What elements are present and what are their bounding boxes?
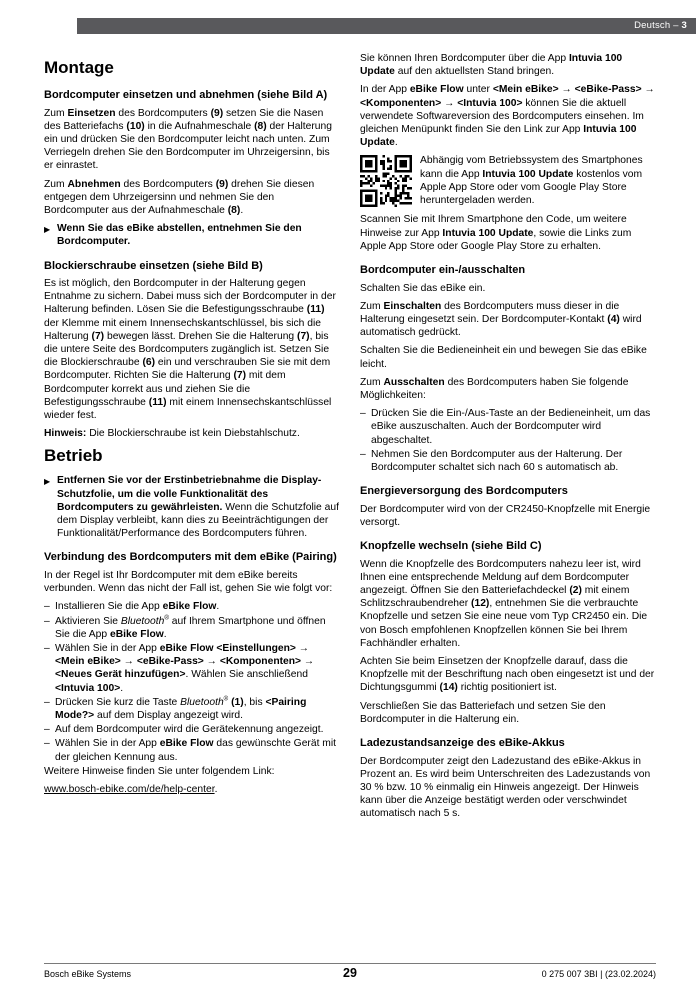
text-run: bewegen lässt. Drehen Sie die Halterung — [104, 330, 298, 342]
text-run: Achten Sie beim Einsetzen der Knopfzelle darauf, dass die Knopfzelle mit der Beschriftung nach oben eingesetzt ist und der Dichtungsgummi — [360, 656, 655, 694]
dash-bullet: – — [44, 643, 50, 654]
text-run: In der Regel ist Ihr Bordcomputer mit dem eBike bereits verbunden. Wenn das nicht der Fall ist, gehen Sie wie folgt vor: — [44, 569, 333, 595]
text-run: (9) — [210, 107, 224, 119]
paragraph — [44, 765, 340, 778]
text-run: Nehmen Sie den Bordcomputer aus der Halterung. Der Bordcomputer schaltet sich nach 60 s automatisch ab. — [371, 448, 623, 473]
text-run: (11) — [148, 396, 167, 408]
text-run: Wählen Sie in der App — [55, 738, 160, 750]
footer-divider — [44, 963, 656, 964]
text-run: Intuvia 100 Update — [360, 124, 637, 149]
list-item — [44, 615, 340, 641]
text-run: , entnehmen Sie die verbrauchte Knopfzelle und setzen Sie eine neue vom Typ CR2450 ein. Die von Bosch empfohlenen Knopfzellen können Sie bei Ihrem Fachhändler erhalten. — [360, 598, 648, 649]
text-run: , bis — [243, 696, 266, 708]
text-run: (11) — [306, 304, 325, 316]
text-run: Zum — [44, 107, 68, 119]
triangle-bullet-icon: ▶ — [44, 225, 51, 235]
text-run: (12) — [471, 598, 490, 610]
instruction-bullet — [44, 474, 340, 540]
text-run: Installieren Sie die App — [55, 601, 163, 613]
paragraph — [44, 427, 340, 440]
subsection-heading: Bordcomputer einsetzen und abnehmen (siehe Bild A) — [44, 89, 328, 101]
text-run: Auf dem Bordcomputer wird die Gerätekennung angezeigt. — [55, 724, 324, 736]
paragraph — [360, 755, 656, 821]
dash-bullet: – — [44, 615, 50, 627]
paragraph — [360, 213, 656, 253]
text-run: (7) — [297, 330, 310, 342]
text-run: (4) — [607, 313, 620, 325]
paragraph — [360, 558, 656, 650]
text-run: (8) — [227, 204, 241, 216]
text-run: Wenn die Knopfzelle des Bordcomputers nahezu leer ist, wird Ihnen eine entsprechende Meldung auf dem Bordcomputer angezeigt. Öffnen Sie den Batteriefachdeckel — [360, 558, 641, 596]
text-run: Scannen Sie mit Ihrem Smartphone den Code, um weitere Hinweise zur App — [360, 214, 627, 239]
list-item — [44, 600, 340, 613]
text-run: eBike Flow — [109, 628, 164, 640]
text-run: auf Ihrem Smartphone und öffnen Sie die App — [55, 615, 326, 640]
dash-bullet: – — [44, 696, 50, 708]
text-run: Es ist möglich, den Bordcomputer in der Halterung gegen Entnahme zu sichern. Dabei muss sich der Bordcomputer in der Halterung befinden. Lösen Sie die Befestigungsschraube — [44, 278, 336, 316]
text-run: (10) — [126, 120, 145, 132]
text-run: , sowie die Links zum Apple App Store oder Google Play Store zu erhalten. — [360, 227, 632, 252]
text-run: Abhängig vom Betriebssystem des Smartphones kann die App — [420, 155, 643, 180]
left-column — [44, 52, 340, 801]
text-run: ein und verschrauben Sie sie mit dem Bordcomputer. Richten Sie die Halterung — [44, 357, 331, 382]
text-run: ® — [164, 614, 169, 622]
text-run: (8) — [254, 120, 267, 132]
list-item — [44, 737, 340, 763]
list-item — [360, 407, 656, 447]
text-run: Zum — [44, 178, 68, 190]
text-run: . — [163, 628, 167, 640]
qr-code-icon — [360, 155, 412, 207]
text-run: Schalten Sie das eBike ein. — [360, 282, 486, 294]
text-run: Intuvia 100 Update — [482, 168, 574, 180]
text-run: Die Blockierschraube ist kein Diebstahlschutz. — [86, 428, 300, 440]
text-run: setzen Sie die Nasen des Batteriefachs — [44, 107, 324, 132]
text-run: Bluetooth — [180, 696, 224, 708]
text-run: Aktivieren Sie — [55, 615, 121, 627]
footer-page-number: 29 — [343, 966, 357, 980]
text-run: kostenlos vom Apple App Store oder vom Google Play Store heruntergeladen werden. — [420, 168, 643, 207]
text-run: Abnehmen — [67, 178, 121, 190]
subsection-heading: Blockierschraube einsetzen (siehe Bild B) — [44, 259, 263, 272]
text-run: Drücken Sie kurz die Taste — [55, 696, 181, 708]
text-run: . — [240, 204, 244, 216]
footer-brand: Bosch eBike Systems — [44, 969, 132, 979]
text-run: <Intuvia 100> — [55, 682, 121, 694]
text-run: (2) — [569, 584, 582, 596]
dash-bullet: – — [44, 724, 50, 736]
subsection-heading: Energieversorgung des Bordcomputers — [360, 485, 568, 498]
section-heading: Betrieb — [44, 446, 103, 466]
text-run: eBike Flow — [159, 738, 214, 750]
paragraph — [360, 52, 656, 78]
text-run: Hinweis: — [44, 428, 87, 440]
paragraph — [360, 344, 656, 370]
paragraph — [44, 178, 340, 218]
text-run: Wenn die Schutzfolie auf dem Display verbleibt, kann dies zu Beeinträchtigungen der Funktionalität/Performance des Bordcomputers führen. — [57, 501, 339, 540]
text-run: ® — [223, 695, 229, 703]
text-run: Entfernen Sie vor der Erstinbetriebnahme die Display-Schutzfolie, um die volle Funktionalität des Bordcomputers zu gewährleisten. — [57, 475, 322, 513]
paragraph — [360, 376, 656, 402]
text-run: des Bordcomputers — [120, 178, 216, 190]
text-run: Schalten Sie die Bedieneinheit ein und bewegen Sie das eBike leicht. — [360, 345, 647, 370]
text-run: Verschließen Sie das Batteriefach und setzen Sie den Bordcomputer in die Halterung ein. — [360, 700, 606, 725]
text-run: In der App — [360, 84, 410, 96]
section-heading: Montage — [44, 58, 114, 77]
instruction-bullet — [44, 222, 340, 248]
text-run: Zum — [360, 376, 384, 388]
text-run: Weitere Hinweise finden Sie unter folgendem Link: — [44, 765, 275, 777]
subsection-heading: Verbindung des Bordcomputers mit dem eBike (Pairing) — [44, 551, 337, 564]
paragraph — [360, 282, 656, 295]
text-run: (14) — [439, 682, 458, 694]
text-run: mit einem Schlitzschraubendreher — [360, 584, 630, 610]
list-item — [360, 448, 656, 474]
text-run: eBike Flow — [162, 601, 217, 613]
paragraph — [44, 569, 340, 595]
text-run: der Klemme mit einem Innensechskantschlüssel, bis sich die Halterung — [44, 317, 321, 342]
text-run: Der Bordcomputer zeigt den Ladezustand des eBike-Akkus in Prozent an. Es wird beim Unterschreiten des Ladezustands von 30 % bzw. 10 % einmalig ein Hinweis angezeigt. Der Hinweis kann über die Anzeige bestätigt werden oder verschwindet automatisch nach 5 s. — [360, 755, 651, 820]
qr-paragraph — [360, 154, 656, 208]
text-run: Wählen Sie in der App — [55, 643, 160, 654]
text-run: . — [214, 784, 218, 796]
text-run: . — [394, 137, 398, 149]
dash-bullet: – — [360, 408, 366, 420]
paragraph — [44, 107, 340, 173]
dash-bullet: – — [44, 738, 50, 750]
paragraph — [360, 503, 656, 529]
text-run: des Bordcomputers haben Sie folgende Möglichkeiten: — [360, 376, 629, 401]
text-run: eBike Flow <Einstellungen> → <Mein eBike> → <eBike-Pass> → <Komponenten> → <Neues Gerät hinzufügen> — [55, 643, 315, 681]
text-run: (7) — [91, 330, 105, 342]
text-run: (1) — [231, 696, 244, 708]
triangle-bullet-icon: ▶ — [44, 477, 51, 487]
text-run: (9) — [215, 178, 229, 190]
list-item — [44, 723, 340, 736]
paragraph — [360, 655, 656, 695]
text-run: . — [120, 682, 124, 694]
text-run: des Bordcomputers — [115, 107, 211, 119]
text-run: auf dem Display angezeigt wird. — [94, 710, 243, 722]
paragraph — [360, 83, 656, 149]
text-run: Ausschalten — [383, 376, 445, 388]
text-run: eBike Flow — [409, 84, 464, 96]
text-run: unter — [463, 84, 493, 96]
text-run: <Mein eBike> → <eBike-Pass> → <Komponenten> → <Intuvia 100> — [360, 84, 655, 109]
text-run: <Pairing Mode?> — [55, 696, 307, 722]
text-run: . Wählen Sie anschließend — [185, 669, 308, 681]
text-run: Zum — [360, 300, 384, 312]
text-run: des Bordcomputers muss dieser in die Halterung eingesetzt sein. Der Bordcomputer-Kontakt — [360, 300, 620, 325]
right-column — [360, 52, 656, 826]
dash-bullet: – — [360, 448, 366, 460]
text-run: wird automatisch gedrückt. — [360, 313, 642, 339]
text-run: Sie können Ihren Bordcomputer über die App — [360, 53, 569, 64]
text-run: der Halterung ein und drücken Sie den Bordcomputer leicht nach unten. Zum Verriegeln drehen Sie den Bordcomputer im Uhrzeigersinn, bis er einrastet. — [44, 120, 332, 172]
page-header-bar — [77, 18, 696, 34]
text-run: . — [216, 601, 220, 613]
text-run: (6) — [142, 357, 156, 369]
subsection-heading: Bordcomputer ein-/ausschalten — [360, 264, 526, 277]
page-footer — [44, 966, 656, 980]
text-run: in die Aufnahmeschale — [144, 120, 255, 132]
text-run: mit dem Bordcomputer korrekt aus und ziehen Sie die Befestigungsschraube — [44, 370, 286, 408]
text-run: richtig positioniert ist. — [457, 682, 557, 694]
text-run: Intuvia 100 Update — [360, 53, 623, 78]
text-run: Einsetzen — [67, 107, 116, 119]
text-run: (7) — [233, 370, 247, 382]
list-item — [44, 642, 340, 695]
paragraph — [360, 700, 656, 726]
paragraph — [44, 277, 340, 422]
text-run: Wenn Sie das eBike abstellen, entnehmen Sie den Bordcomputer. — [57, 223, 302, 248]
text-run: auf den aktuellsten Stand bringen. — [394, 66, 555, 78]
subsection-heading: Ladezustandsanzeige des eBike-Akkus — [360, 737, 565, 750]
dash-bullet: – — [44, 601, 50, 613]
text-run: Der Bordcomputer wird von der CR2450-Knopfzelle mit Energie versorgt. — [360, 503, 651, 528]
text-run: drehen Sie diesen entgegen dem Uhrzeigersinn und nehmen Sie den Bordcomputer aus der Aufnahmeschale — [44, 178, 315, 216]
header-language-label: Deutsch – — [634, 20, 682, 31]
footer-doc-number: 0 275 007 3BI | (23.02.2024) — [541, 969, 656, 979]
text-run: Einschalten — [383, 300, 442, 312]
help-center-link[interactable]: www.bosch-ebike.com/de/help-center — [44, 784, 215, 796]
text-run: mit einem Innensechskantschlüssel wieder fest. — [44, 396, 332, 422]
text-run: können Sie die aktuell verwendete Softwareversion des Bordcomputers einsehen. Im gleichen Menüpunkt finden Sie den Link zur App — [360, 97, 644, 136]
text-run: Intuvia 100 Update — [442, 227, 534, 239]
text-run: , bis die untere Seite des Bordcomputers zugänglich ist. Setzen Sie die Blockierschraube — [44, 330, 330, 369]
list-item — [44, 696, 340, 722]
paragraph — [44, 783, 340, 796]
subsection-heading: Knopfzelle wechseln (siehe Bild C) — [360, 540, 542, 553]
header-page-ref: 3 — [681, 20, 687, 31]
text-run: das gewünschte Gerät mit der gleichen Kennung aus. — [55, 738, 337, 763]
text-run: Bluetooth — [120, 615, 165, 627]
text-run: Drücken Sie die Ein-/Aus-Taste an der Bedieneinheit, um das eBike auszuschalten. Auch der Bordcomputer wird abgeschaltet. — [371, 408, 651, 446]
paragraph — [360, 300, 656, 340]
